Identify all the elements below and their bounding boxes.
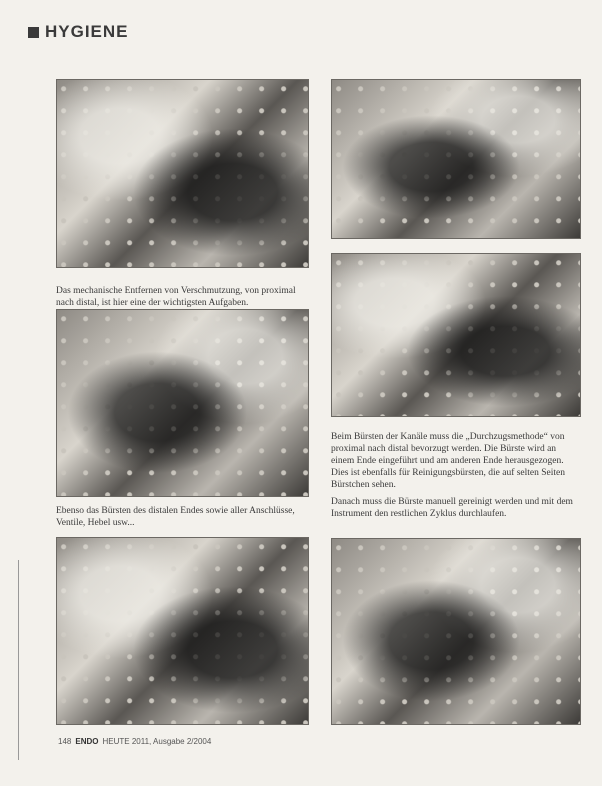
- page-number: 148: [58, 737, 72, 746]
- footer-brand: ENDO: [75, 737, 99, 746]
- caption-brush-cleaning: Danach muss die Bürste manuell gereinigt werden und mit dem Instrument den restlichen Zyklus durchlaufen.: [331, 497, 573, 519]
- caption-brushing-intro: Das mechanische Entfernen von Verschmutzung, von proximal nach distal, ist hier eine der wichtigsten Aufgaben.: [56, 286, 296, 308]
- section-title: HYGIENE: [45, 22, 129, 41]
- photo-top-left: [56, 79, 309, 268]
- photo-bottom-right: [331, 538, 581, 725]
- page-edge-line: [18, 560, 19, 760]
- photo-middle-left: [56, 309, 309, 497]
- page-footer: [58, 737, 211, 746]
- section-header: [28, 22, 129, 42]
- caption-channel-brushing: Beim Bürsten der Kanäle muss die „Durchzugsmethode“ von proximal nach distal bevorzugt werden. Die Bürste wird an einem Ende eingeführt und am anderen Ende herausgezogen. Dies ist ebenfalls für Reinigungsbürsten, die auf selten Seiten Bürstchen sehen.: [331, 432, 566, 490]
- square-icon: [28, 27, 39, 38]
- caption-distal-end: Ebenso das Bürsten des distalen Endes sowie aller Anschlüsse, Ventile, Hebel usw...: [56, 506, 295, 528]
- footer-issue: HEUTE 2011, Ausgabe 2/2004: [102, 737, 212, 746]
- photo-top-right: [331, 79, 581, 239]
- photo-middle-right: [331, 253, 581, 417]
- photo-bottom-left: [56, 537, 309, 725]
